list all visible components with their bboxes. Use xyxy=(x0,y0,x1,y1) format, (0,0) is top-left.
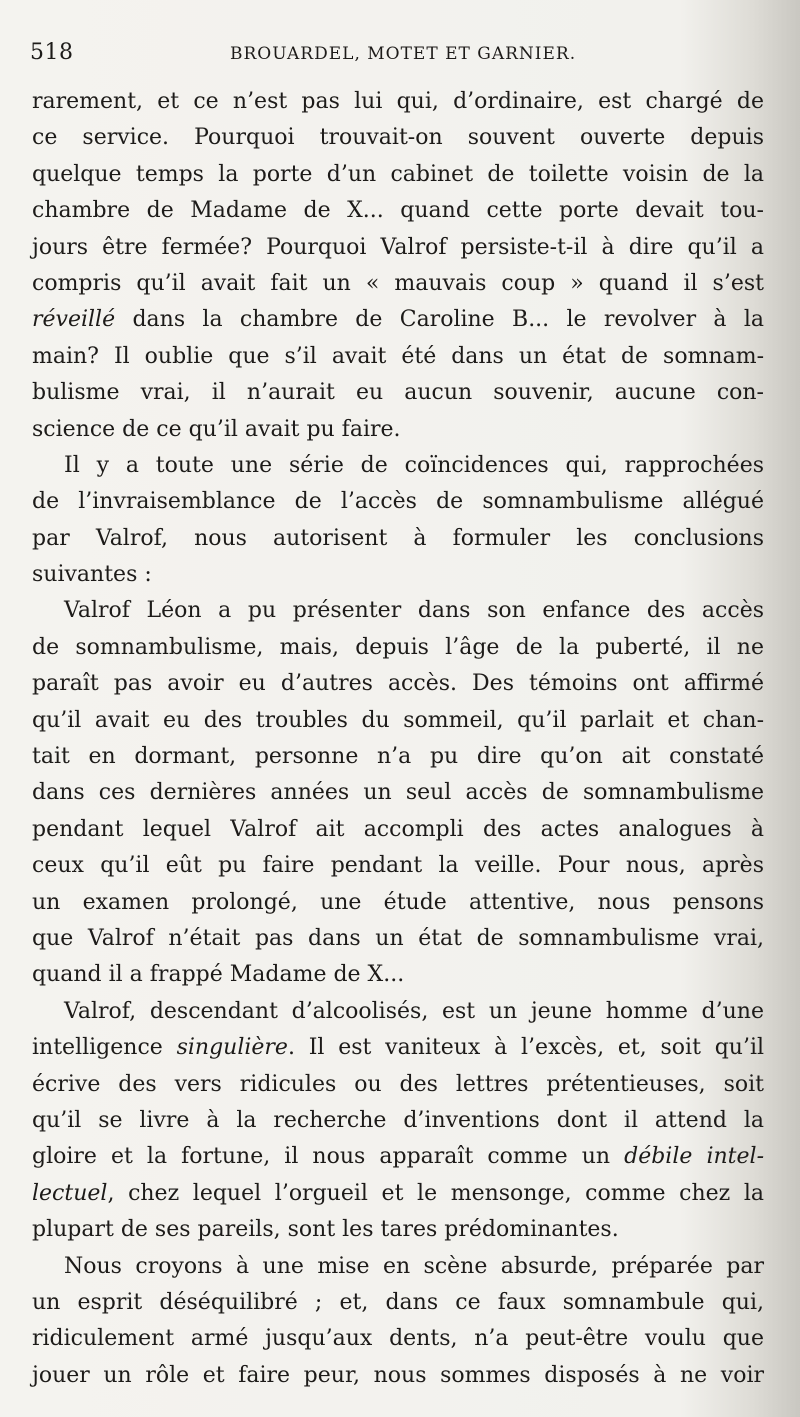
text-line: qu’il se livre à la recherche d’inventions dont il attend la xyxy=(32,1107,764,1133)
text-segment: gloire et la fortune, il nous apparaît comme un xyxy=(32,1144,625,1170)
text-line: compris qu’il avait fait un « mauvais coup » quand il s’est xyxy=(32,270,764,296)
text-line: rarement, et ce n’est pas lui qui, d’ordinaire, est chargé de xyxy=(32,89,764,114)
text-line: paraît pas avoir eu d’autres accès. Des témoins ont affirmé xyxy=(32,671,764,697)
text-line: jours être fermée? Pourquoi Valrof persiste-t-il à dire qu’il a xyxy=(32,234,764,260)
text-line: écrive des vers ridicules ou des lettres prétentieuses, soit xyxy=(32,1071,764,1097)
body-text xyxy=(32,84,764,1394)
text-line: un examen prolongé, une étude attentive, nous pensons xyxy=(32,889,764,915)
text-line: chambre de Madame de X... quand cette porte devait tou- xyxy=(32,198,764,224)
italic-text: singulière xyxy=(176,1035,288,1061)
italic-text: débile intel- xyxy=(624,1144,765,1170)
text-line: ceux qu’il eût pu faire pendant la veille. Pour nous, après xyxy=(32,853,764,879)
italic-text: réveillé xyxy=(32,307,116,333)
text-line: pendant lequel Valrof ait accompli des actes analogues à xyxy=(32,816,764,842)
text-line: Valrof, descendant d’alcoolisés, est un jeune homme d’une xyxy=(64,998,764,1024)
text-line: bulisme vrai, il n’aurait eu aucun souvenir, aucune con- xyxy=(32,380,764,406)
text-line xyxy=(32,1030,764,1066)
page-header xyxy=(30,40,730,76)
text-line: quand il a frappé Madame de X... xyxy=(32,962,405,988)
text-line: suivantes : xyxy=(32,562,152,588)
italic-text: lectuel xyxy=(32,1180,108,1206)
text-line: dans ces dernières années un seul accès de somnambulisme xyxy=(32,780,764,806)
text-segment: intelligence xyxy=(32,1035,177,1061)
text-line: par Valrof, nous autorisent à formuler les conclusions xyxy=(32,525,764,551)
text-line: ce service. Pourquoi trouvait-on souvent ouverte depuis xyxy=(32,125,764,151)
text-line xyxy=(32,1139,764,1175)
text-segment: dans la chambre de Caroline B... le revolver à la xyxy=(115,307,764,333)
text-line: tait en dormant, personne n’a pu dire qu’on ait constaté xyxy=(32,744,764,770)
text-line: que Valrof n’était pas dans un état de somnambulisme vrai, xyxy=(32,925,764,951)
text-segment: , chez lequel l’orgueil et le mensonge, comme chez la xyxy=(107,1180,764,1206)
text-line: jouer un rôle et faire peur, nous sommes disposés à ne voir xyxy=(32,1362,764,1388)
text-line: Il y a toute une série de coïncidences qui, rapprochées xyxy=(64,452,764,478)
text-line: de l’invraisemblance de l’accès de somnambulisme allégué xyxy=(32,489,764,515)
page-number: 518 xyxy=(30,40,74,65)
text-segment: . Il est vaniteux à l’excès, et, soit qu’il xyxy=(287,1035,765,1061)
text-line: Nous croyons à une mise en scène absurde, préparée par xyxy=(64,1253,764,1279)
text-line: science de ce qu’il avait pu faire. xyxy=(32,416,401,442)
text-line: main? Il oublie que s’il avait été dans un état de somnam- xyxy=(32,343,764,369)
text-line: de somnambulisme, mais, depuis l’âge de la puberté, il ne xyxy=(32,634,764,660)
text-line: plupart de ses pareils, sont les tares prédominantes. xyxy=(32,1217,619,1243)
text-line: Valrof Léon a pu présenter dans son enfance des accès xyxy=(64,598,764,624)
text-line: ridiculement armé jusqu’aux dents, n’a peut-être voulu que xyxy=(32,1326,764,1352)
text-line: quelque temps la porte d’un cabinet de toilette voisin de la xyxy=(32,161,764,187)
text-line: un esprit déséquilibré ; et, dans ce faux somnambule qui, xyxy=(32,1289,764,1315)
text-line: qu’il avait eu des troubles du sommeil, qu’il parlait et chan- xyxy=(32,707,764,733)
text-line xyxy=(32,1176,764,1212)
running-title: BROUARDEL, MOTET ET GARNIER. xyxy=(230,44,577,64)
text-line xyxy=(32,302,764,338)
